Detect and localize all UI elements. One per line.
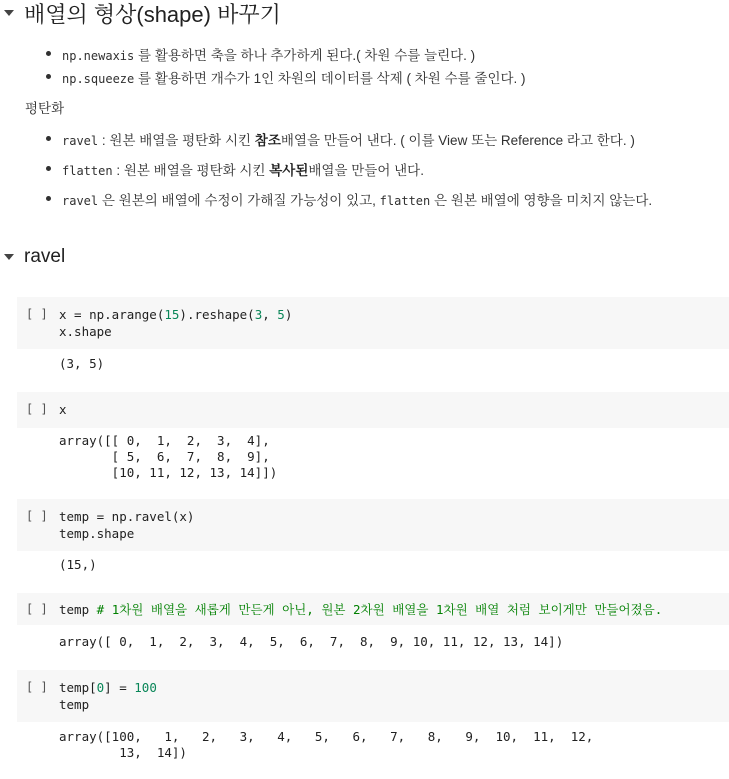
code-cell[interactable] [17,297,729,349]
list-item-text: 배열을 만들어 낸다. ( 이를 View 또는 Reference 라고 한다. ) [280,133,635,148]
code-line[interactable]: x = np.arange(15).reshape(3, 5) [59,307,293,322]
code-line[interactable]: temp.shape [59,526,135,541]
list-item-text: 은 원본의 배열에 수정이 가해질 가능성이 있고, [98,193,380,208]
list-item [42,189,652,219]
code-line[interactable]: temp [59,697,90,712]
inline-code: flatten [62,164,113,178]
inline-code: flatten [379,194,431,208]
cell-output: array([ 0, 1, 2, 3, 4, 5, 6, 7, 8, 9, 10, 11, 12, 13, 14]) [59,634,564,649]
cell-output: array([100, 1, 2, 3, 4, 5, 6, 7, 8, 9, 10, 11, 12, 13, 14]) [59,729,594,760]
code-line[interactable]: temp # 1차원 배열을 새롭게 만든게 아닌, 원본 2차원 배열을 1차원 배열 처럼 보이게만 만들어졌음. [59,602,663,617]
section-header-reshape[interactable] [0,0,281,26]
section-title: 배열의 형상(shape) 바꾸기 [24,1,281,27]
cell-output: array([[ 0, 1, 2, 3, 4], [ 5, 6, 7, 8, 9], [10, 11, 12, 13, 14]]) [59,433,278,480]
run-cell-button[interactable]: [ ] [26,602,48,616]
code-line[interactable]: temp[0] = 100 [59,680,157,695]
section-title: ravel [24,246,66,267]
list-item [42,67,526,90]
code-line[interactable]: x.shape [59,324,112,339]
list-item [42,129,652,159]
code-cell[interactable] [17,670,729,722]
cell-output: (3, 5) [59,356,105,371]
cell-output: (15,) [59,557,97,572]
code-line[interactable]: x [59,402,67,417]
list-item-text: : 원본 배열을 평탄화 시킨 [98,133,255,148]
list-item [42,44,526,67]
code-comment: # 1차원 배열을 새롭게 만든게 아닌, 원본 2차원 배열을 1차원 배열 처럼 보이게만 만들어졌음. [96,602,663,617]
section-header-ravel[interactable] [0,245,65,269]
run-cell-button[interactable]: [ ] [26,509,48,523]
bold-text: 복사된 [269,163,309,178]
collapse-chevron-icon[interactable] [4,254,14,260]
flatten-heading: 평탄화 [25,101,65,116]
inline-code: ravel [62,134,99,148]
run-cell-button[interactable]: [ ] [26,402,48,416]
bullet-list-axis [42,44,526,90]
list-item-text: : 원본 배열을 평탄화 시킨 [112,163,270,178]
list-item-text: 배열을 만들어 낸다. [308,163,424,178]
run-cell-button[interactable]: [ ] [26,307,48,321]
inline-code: ravel [62,194,99,208]
list-item-text: 은 원본 배열에 영향을 미치지 않는다. [430,193,653,208]
bold-text: 참조 [254,133,281,148]
inline-code: np.newaxis [62,49,135,63]
collapse-chevron-icon[interactable] [4,10,14,16]
list-item [42,159,652,189]
code-line[interactable]: temp = np.ravel(x) [59,509,195,524]
inline-code: np.squeeze [62,72,135,86]
bullet-list-flatten [42,129,652,219]
code-cell[interactable] [17,392,729,428]
list-item-text: 를 활용하면 축을 하나 추가하게 된다.( 차원 수를 늘린다. ) [134,48,476,63]
list-item-text: 를 활용하면 개수가 1인 차원의 데이터를 삭제 ( 차원 수를 줄인다. ) [134,71,526,86]
run-cell-button[interactable]: [ ] [26,680,48,694]
